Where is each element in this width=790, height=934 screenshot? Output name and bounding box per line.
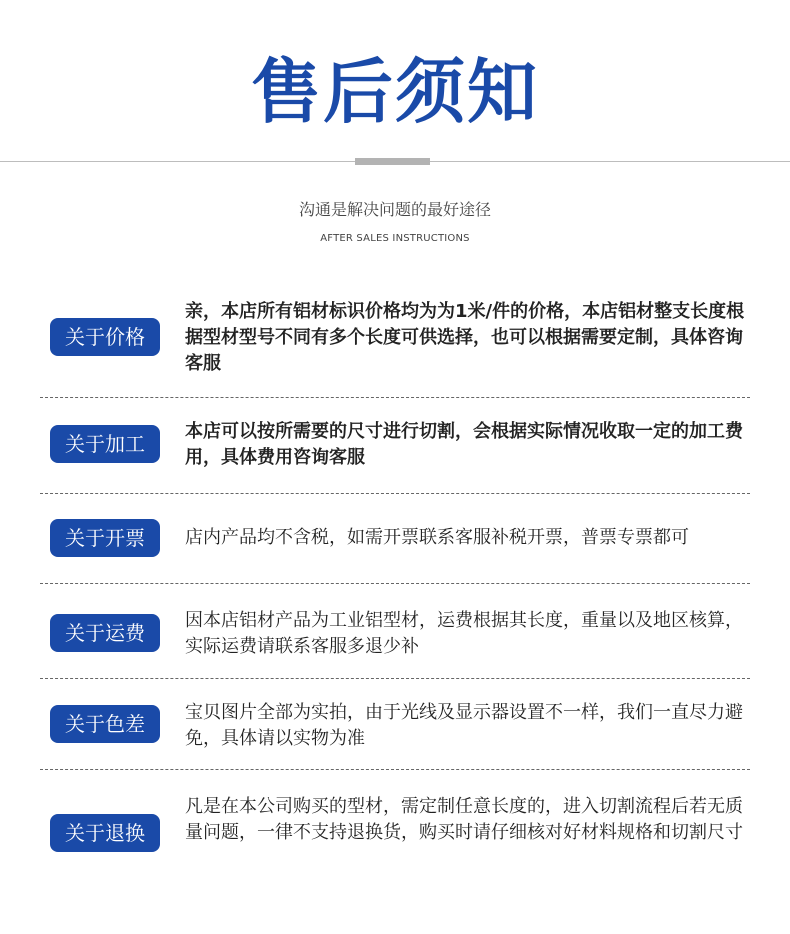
badge-shipping: 关于运费 bbox=[50, 614, 160, 652]
page-title: 售后须知 bbox=[251, 51, 539, 133]
badge-processing: 关于加工 bbox=[50, 425, 160, 463]
badge-price: 关于价格 bbox=[50, 318, 160, 356]
text-processing: 本店可以按所需要的尺寸进行切割，会根据实际情况收取一定的加工费用，具体费用咨询客服 bbox=[185, 421, 743, 468]
text-shipping: 因本店铝材产品为工业铝型材，运费根据其长度，重量以及地区核算，实际运费请联系客服多退少补 bbox=[185, 610, 743, 657]
text-invoice: 店内产品均不含税，如需开票联系客服补税开票，普票专票都可 bbox=[185, 527, 689, 548]
text-price: 亲，本店所有铝材标识价格均为为1米/件的价格，本店铝材整支长度根据型材型号不同有多个长度可供选择，也可以根据需要定制，具体咨询客服 bbox=[185, 301, 745, 374]
title-accent-bar bbox=[355, 158, 430, 165]
text-returns: 凡是在本公司购买的型材，需定制任意长度的，进入切割流程后若无质量问题，一律不支持退换货，购买时请仔细核对好材料规格和切割尺寸 bbox=[185, 796, 743, 843]
subtitle-english: AFTER SALES INSTRUCTIONS bbox=[320, 233, 470, 244]
divider bbox=[40, 769, 750, 770]
badge-color: 关于色差 bbox=[50, 705, 160, 743]
divider bbox=[40, 583, 750, 584]
divider bbox=[40, 678, 750, 679]
divider bbox=[40, 493, 750, 494]
subtitle: 沟通是解决问题的最好途径 bbox=[298, 200, 491, 219]
divider bbox=[40, 397, 750, 398]
text-color: 宝贝图片全部为实拍，由于光线及显示器设置不一样，我们一直尽力避免，具体请以实物为准 bbox=[185, 702, 743, 749]
badge-invoice: 关于开票 bbox=[50, 519, 160, 557]
badge-returns: 关于退换 bbox=[50, 814, 160, 852]
